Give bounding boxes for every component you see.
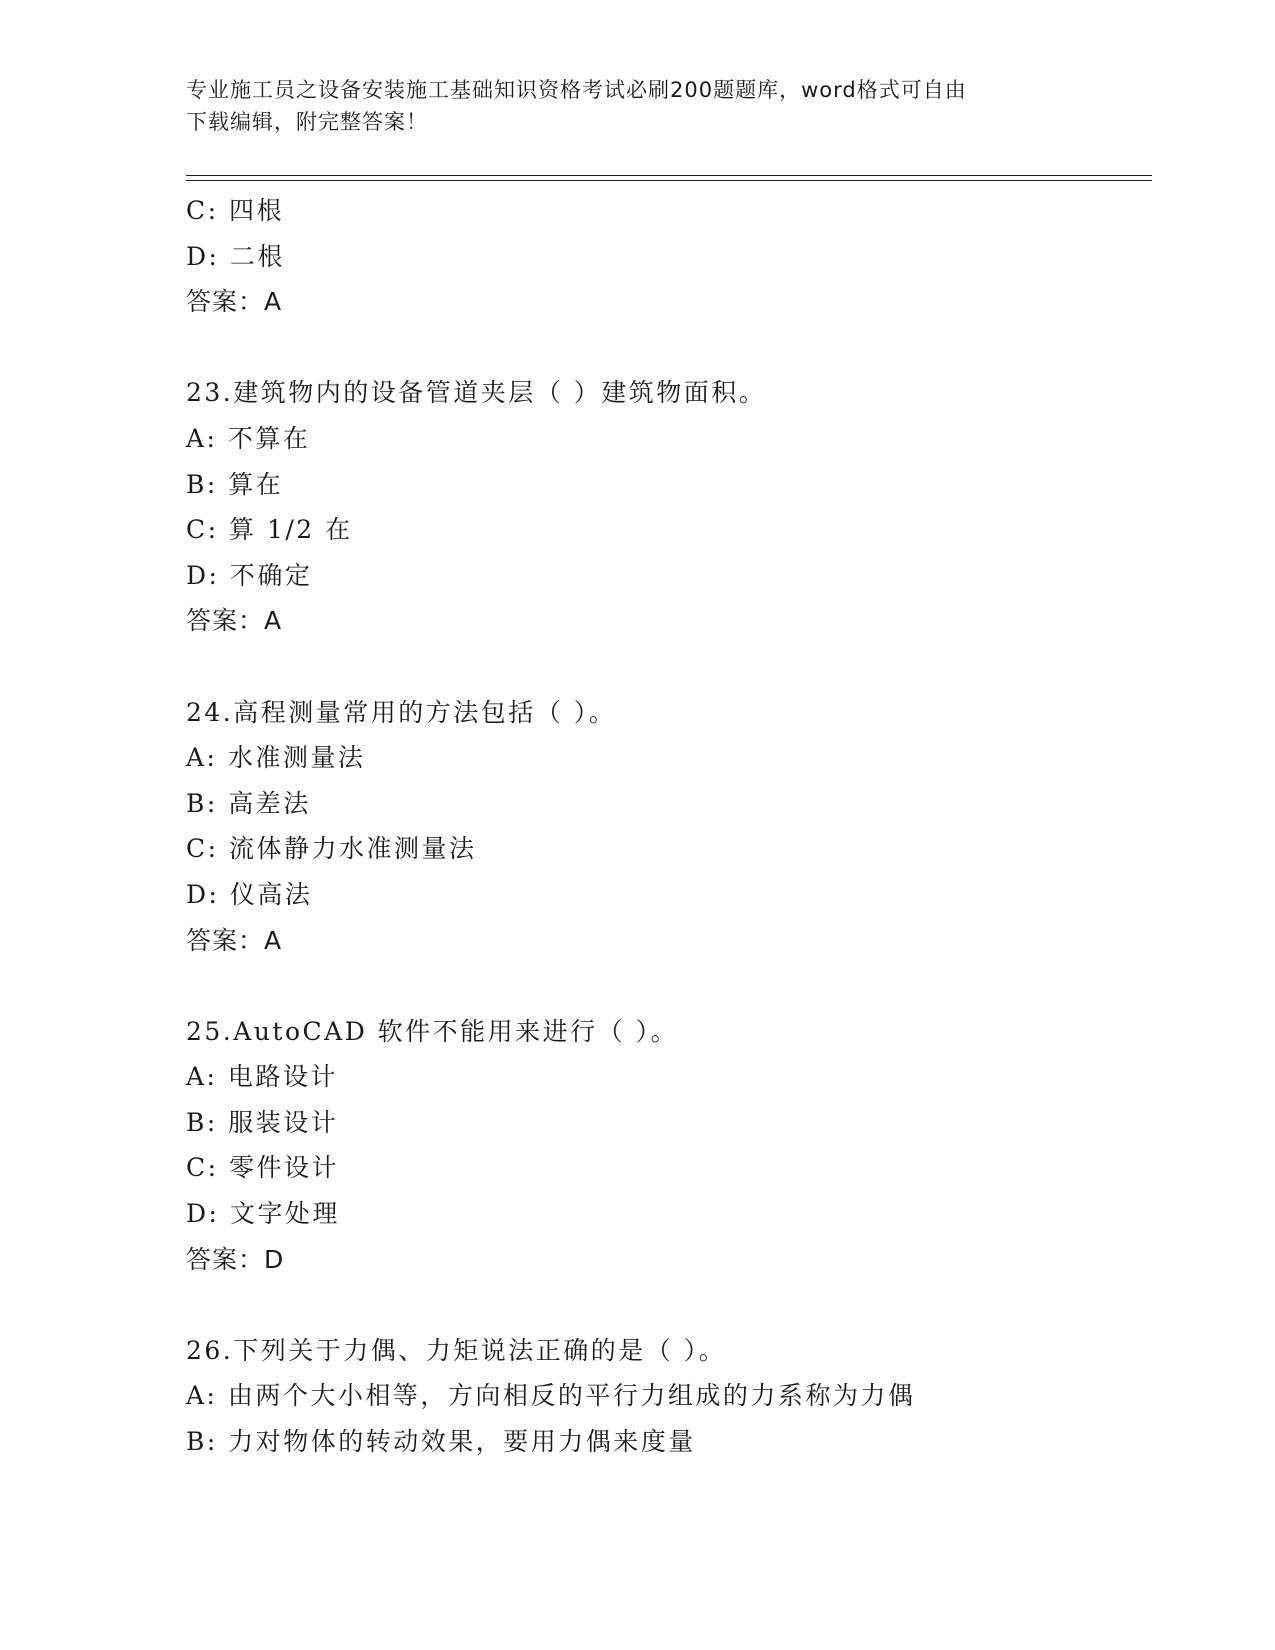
header-rule-top xyxy=(186,175,1152,176)
header-rule-bottom xyxy=(186,180,1152,181)
question-content xyxy=(186,188,1152,1465)
spacer xyxy=(186,963,1152,1009)
option-a: A: 不算在 xyxy=(186,423,311,453)
option-b: B: 力对物体的转动效果，要用力偶来度量 xyxy=(186,1427,696,1457)
header-line-2: 下载编辑，附完整答案！ xyxy=(186,110,428,134)
option-c: C: 零件设计 xyxy=(186,1153,339,1183)
option-c: C: 流体静力水准测量法 xyxy=(186,834,477,864)
question-stem-25: 25.AutoCAD 软件不能用来进行（ ）。 xyxy=(186,1016,679,1046)
option-d: D: 文字处理 xyxy=(186,1199,340,1229)
answer-line: 答案：A xyxy=(186,925,283,955)
option-a: A: 由两个大小相等，方向相反的平行力组成的力系称为力偶 xyxy=(186,1381,916,1411)
option-c: C: 四根 xyxy=(186,196,284,225)
option-b: B: 高差法 xyxy=(186,788,311,818)
spacer xyxy=(186,1282,1152,1328)
option-b: B: 服装设计 xyxy=(186,1107,339,1137)
spacer xyxy=(186,325,1152,371)
option-c: C: 算 1/2 在 xyxy=(186,515,353,545)
option-d: D: 不确定 xyxy=(186,560,313,590)
question-stem-23: 23.建筑物内的设备管道夹层（ ）建筑物面积。 xyxy=(186,378,767,408)
option-a: A: 水准测量法 xyxy=(186,743,366,773)
question-stem-24: 24.高程测量常用的方法包括（ ）。 xyxy=(186,697,617,727)
option-d: D: 仪高法 xyxy=(186,879,313,909)
header-line-1: 专业施工员之设备安装施工基础知识资格考试必刷200题题库，word格式可自由 xyxy=(186,78,967,102)
document-header xyxy=(186,74,1086,138)
question-stem-26: 26.下列关于力偶、力矩说法正确的是（ ）。 xyxy=(186,1335,727,1365)
option-d: D: 二根 xyxy=(186,241,285,271)
option-b: B: 算在 xyxy=(186,469,284,499)
answer-line: 答案：A xyxy=(186,287,283,317)
answer-line: 答案：A xyxy=(186,606,283,636)
answer-line: 答案：D xyxy=(186,1244,285,1274)
option-a: A: 电路设计 xyxy=(186,1062,338,1092)
spacer xyxy=(186,644,1152,690)
